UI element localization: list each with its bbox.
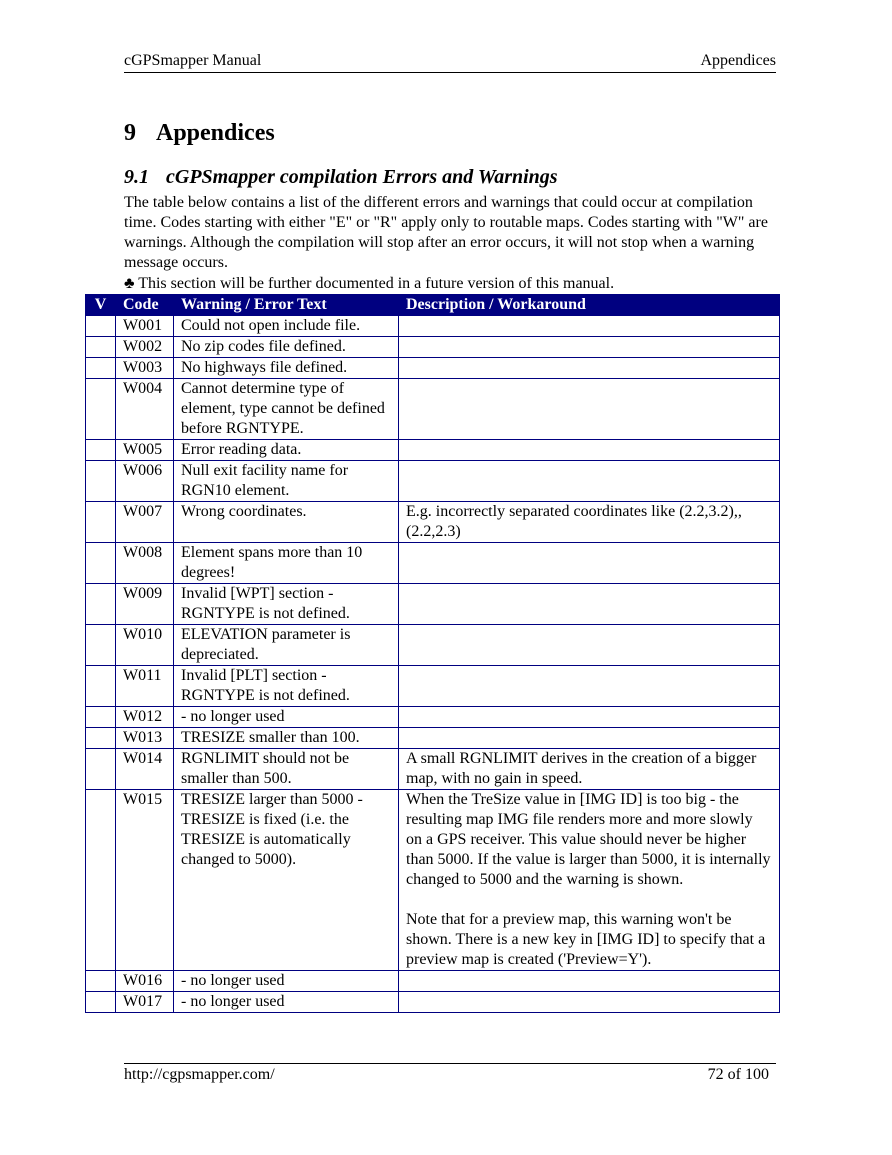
cell-code: W014 — [116, 749, 174, 790]
cell-v — [86, 971, 116, 992]
cell-v — [86, 337, 116, 358]
cell-v — [86, 358, 116, 379]
table-row — [86, 337, 780, 358]
cell-warning-text: Wrong coordinates. — [174, 502, 399, 543]
cell-warning-text: Cannot determine type of element, type cannot be defined before RGNTYPE. — [174, 379, 399, 440]
cell-v — [86, 543, 116, 584]
cell-v — [86, 728, 116, 749]
cell-description — [399, 543, 780, 584]
header-v: V — [86, 295, 116, 316]
section-title: Appendices — [156, 120, 275, 146]
table-row — [86, 502, 780, 543]
cell-description: A small RGNLIMIT derives in the creation of a bigger map, with no gain in speed. — [399, 749, 780, 790]
cell-v — [86, 502, 116, 543]
cell-code: W016 — [116, 971, 174, 992]
cell-code: W009 — [116, 584, 174, 625]
cell-warning-text: Invalid [PLT] section - RGNTYPE is not defined. — [174, 666, 399, 707]
cell-description — [399, 337, 780, 358]
cell-code: W007 — [116, 502, 174, 543]
documentation-note: ♣ This section will be further documented in a future version of this manual. — [124, 275, 615, 292]
footer-url: http://cgpsmapper.com/ — [124, 1066, 275, 1083]
cell-code: W002 — [116, 337, 174, 358]
cell-v — [86, 790, 116, 971]
cell-code: W013 — [116, 728, 174, 749]
cell-warning-text: No zip codes file defined. — [174, 337, 399, 358]
cell-v — [86, 316, 116, 337]
subsection-title: cGPSmapper compilation Errors and Warnings — [166, 166, 558, 188]
page-number: 72 of 100 — [707, 1066, 769, 1083]
cell-description — [399, 707, 780, 728]
table-header-row — [86, 295, 780, 316]
section-heading — [124, 120, 275, 147]
cell-description — [399, 584, 780, 625]
cell-v — [86, 379, 116, 440]
cell-code: W010 — [116, 625, 174, 666]
cell-v — [86, 625, 116, 666]
cell-v — [86, 749, 116, 790]
table-row — [86, 790, 780, 971]
cell-description — [399, 440, 780, 461]
cell-warning-text: TRESIZE smaller than 100. — [174, 728, 399, 749]
header-warning-text: Warning / Error Text — [174, 295, 399, 316]
cell-warning-text: TRESIZE larger than 5000 - TRESIZE is fixed (i.e. the TRESIZE is automatically changed to 5000). — [174, 790, 399, 971]
cell-warning-text: RGNLIMIT should not be smaller than 500. — [174, 749, 399, 790]
cell-v — [86, 707, 116, 728]
cell-warning-text: Null exit facility name for RGN10 element. — [174, 461, 399, 502]
cell-description — [399, 728, 780, 749]
table-row — [86, 992, 780, 1013]
cell-warning-text: - no longer used — [174, 992, 399, 1013]
table-row — [86, 440, 780, 461]
cell-code: W012 — [116, 707, 174, 728]
cell-v — [86, 440, 116, 461]
cell-code: W004 — [116, 379, 174, 440]
cell-description — [399, 971, 780, 992]
table-row — [86, 543, 780, 584]
header-chapter-title: Appendices — [700, 52, 776, 69]
table-row — [86, 666, 780, 707]
cell-description — [399, 379, 780, 440]
cell-description — [399, 358, 780, 379]
cell-description — [399, 666, 780, 707]
cell-warning-text: Could not open include file. — [174, 316, 399, 337]
page-footer — [124, 1063, 776, 1086]
header-description: Description / Workaround — [399, 295, 780, 316]
errors-warnings-table — [85, 294, 780, 1013]
cell-warning-text: - no longer used — [174, 971, 399, 992]
cell-description: When the TreSize value in [IMG ID] is too big - the resulting map IMG file renders more and more slowly on a GPS receiver. This value should never be higher than 5000. If the value is larger than 5000, it is internally changed to 5000 and the warning is shown. Note that for a preview map, this warning won't be shown. There is a new key in [IMG ID] to specify that a preview map is created ('Preview=Y'). — [399, 790, 780, 971]
cell-description — [399, 992, 780, 1013]
cell-description — [399, 625, 780, 666]
table-row — [86, 971, 780, 992]
cell-warning-text: Error reading data. — [174, 440, 399, 461]
table-row — [86, 461, 780, 502]
subsection-heading — [124, 166, 558, 189]
cell-code: W015 — [116, 790, 174, 971]
cell-description — [399, 461, 780, 502]
subsection-number: 9.1 — [124, 166, 149, 188]
cell-description: E.g. incorrectly separated coordinates like (2.2,3.2),,(2.2,2.3) — [399, 502, 780, 543]
cell-v — [86, 992, 116, 1013]
cell-code: W001 — [116, 316, 174, 337]
cell-code: W005 — [116, 440, 174, 461]
table-row — [86, 358, 780, 379]
cell-v — [86, 584, 116, 625]
cell-code: W006 — [116, 461, 174, 502]
cell-warning-text: ELEVATION parameter is depreciated. — [174, 625, 399, 666]
table-row — [86, 707, 780, 728]
page-header — [124, 50, 776, 73]
cell-warning-text: - no longer used — [174, 707, 399, 728]
cell-code: W017 — [116, 992, 174, 1013]
cell-warning-text: Element spans more than 10 degrees! — [174, 543, 399, 584]
intro-paragraph: The table below contains a list of the different errors and warnings that could occur at compilation time. Codes starting with either "E" or "R" apply only to routable maps. Codes starting with "W" are warnings. Although the compilation will stop after an error occurs, it will not stop when a warning message occurs. — [124, 194, 768, 271]
header-code: Code — [116, 295, 174, 316]
section-number: 9 — [124, 120, 136, 146]
table-row — [86, 379, 780, 440]
table-row — [86, 749, 780, 790]
table-row — [86, 316, 780, 337]
table-row — [86, 625, 780, 666]
table-row — [86, 584, 780, 625]
header-manual-title: cGPSmapper Manual — [124, 52, 262, 69]
cell-v — [86, 666, 116, 707]
cell-warning-text: Invalid [WPT] section - RGNTYPE is not defined. — [174, 584, 399, 625]
cell-code: W003 — [116, 358, 174, 379]
cell-warning-text: No highways file defined. — [174, 358, 399, 379]
cell-code: W011 — [116, 666, 174, 707]
table-row — [86, 728, 780, 749]
cell-code: W008 — [116, 543, 174, 584]
cell-description — [399, 316, 780, 337]
cell-v — [86, 461, 116, 502]
